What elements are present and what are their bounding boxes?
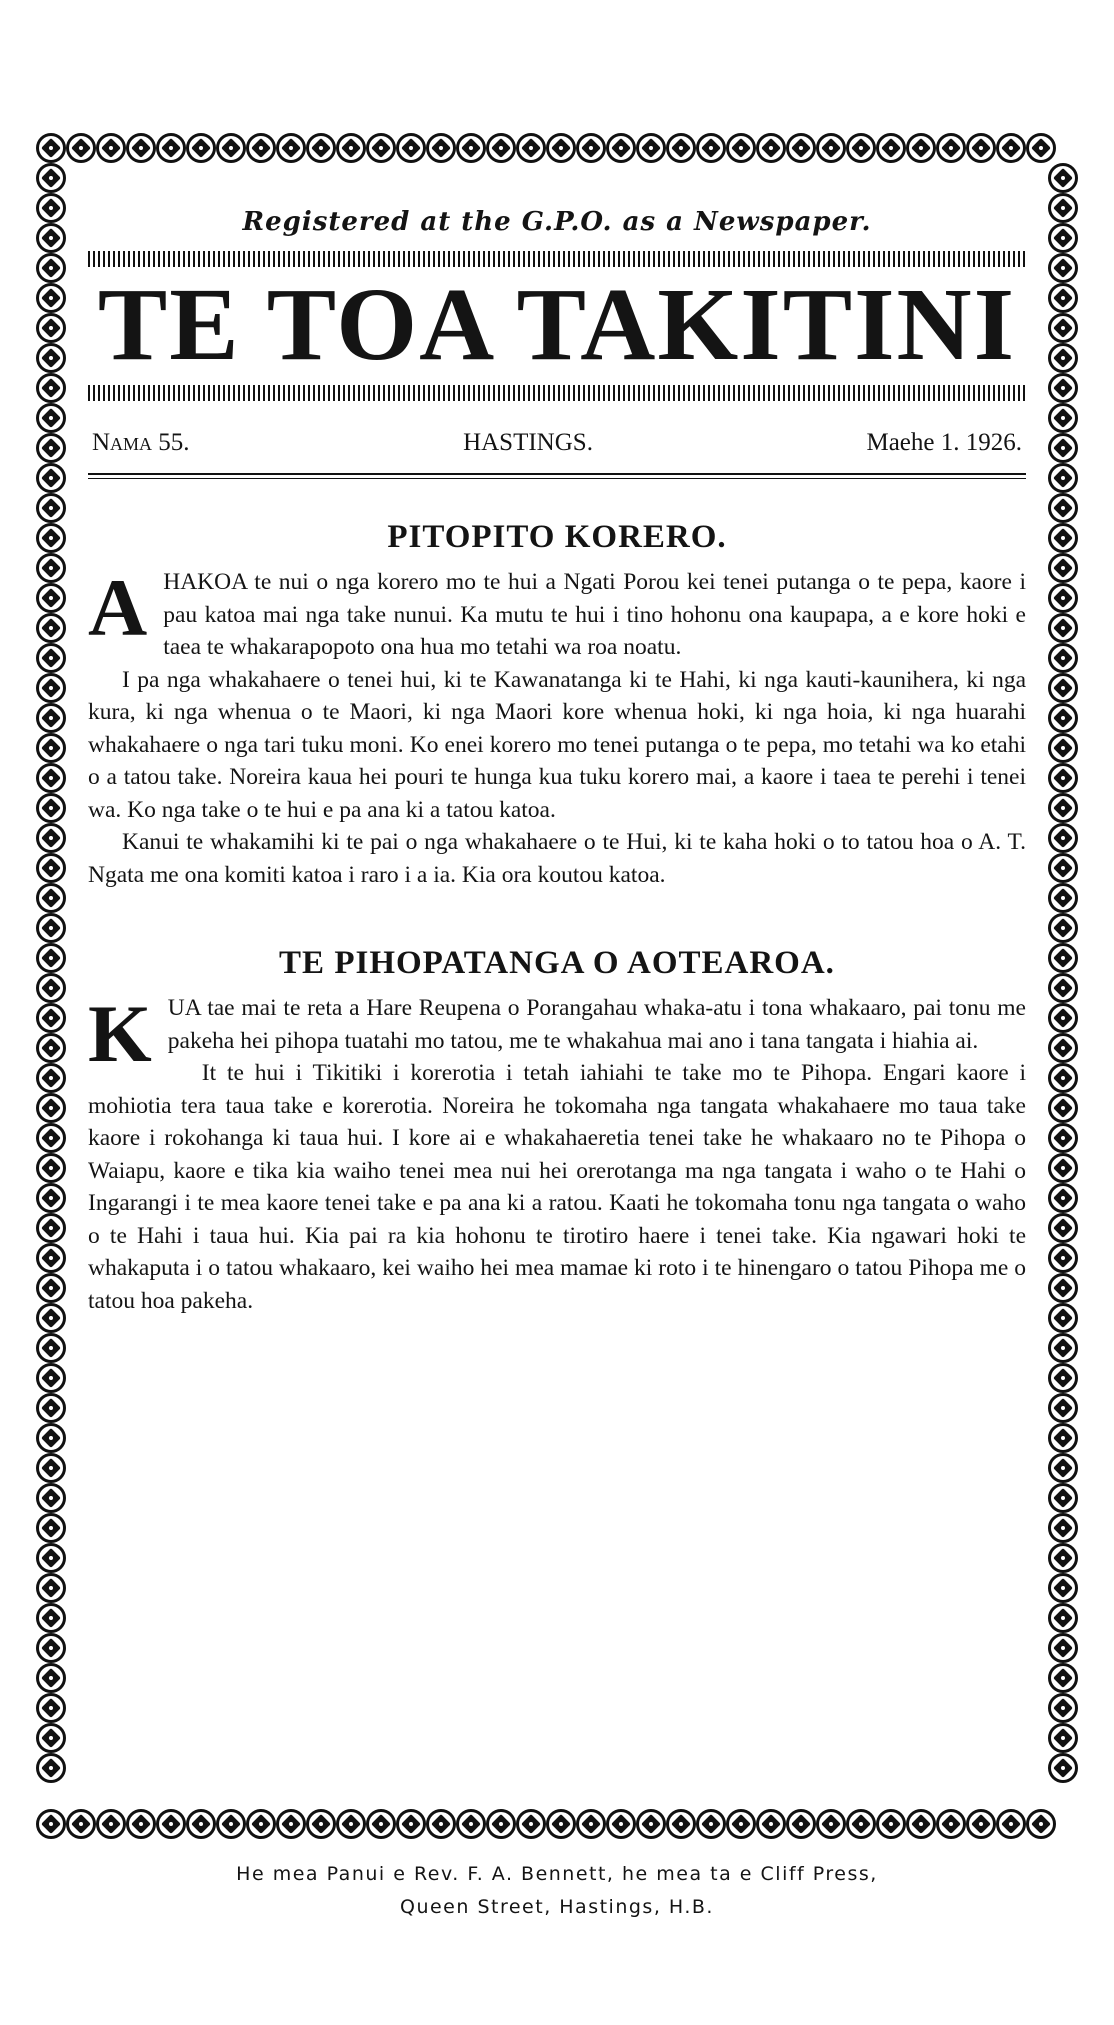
rosette-ornament-icon (1048, 1543, 1078, 1573)
article-paragraph: I pa nga whakahaere o tenei hui, ki te Kawanatanga ki te Hahi, ki nga kauti-kaunihera, ki nga kura, ki nga whenua o te Maori, ki nga Maori kore whenua hoki, ki nga hoia, ki nga huarahi whakahaere o nga tari tuku moni. Ko enei korero mo tenei putanga o te pepa, mo tetahi wa ko etahi o a tatou take. Noreira kaua hei pouri te hunga kua tuku korero mai, a kaore i taea te perehi i tenei wa. Ko nga take o te hui e pa ana ki a tatou katoa. (88, 666, 1026, 823)
rosette-ornament-icon (1048, 1273, 1078, 1303)
rosette-ornament-icon (426, 133, 456, 163)
rosette-ornament-icon (456, 1809, 486, 1839)
rosette-ornament-icon (486, 133, 516, 163)
rosette-ornament-icon (36, 1333, 66, 1363)
rosette-ornament-icon (36, 853, 66, 883)
rosette-ornament-icon (36, 253, 66, 283)
rosette-ornament-icon (36, 1153, 66, 1183)
rosette-ornament-icon (36, 163, 66, 193)
registration-notice: Registered at the G.P.O. as a Newspaper. (242, 207, 872, 237)
rosette-ornament-icon (1048, 913, 1078, 943)
rosette-ornament-icon (126, 1809, 156, 1839)
rosette-ornament-icon (36, 283, 66, 313)
rosette-ornament-icon (36, 1033, 66, 1063)
border-bottom (36, 1809, 1078, 1839)
rosette-ornament-icon (1048, 1753, 1078, 1783)
rosette-ornament-icon (36, 223, 66, 253)
rosette-ornament-icon (126, 133, 156, 163)
rosette-ornament-icon (96, 133, 126, 163)
rosette-ornament-icon (1048, 253, 1078, 283)
rosette-ornament-icon (1048, 493, 1078, 523)
rosette-ornament-icon (1048, 883, 1078, 913)
rosette-ornament-icon (1048, 1393, 1078, 1423)
rosette-ornament-icon (1048, 703, 1078, 733)
rosette-ornament-icon (1048, 523, 1078, 553)
rosette-ornament-icon (1048, 343, 1078, 373)
rosette-ornament-icon (1048, 1423, 1078, 1453)
rosette-ornament-icon (846, 133, 876, 163)
rosette-ornament-icon (36, 373, 66, 403)
rosette-ornament-icon (726, 133, 756, 163)
article-pitopito-korero (88, 519, 1026, 891)
rosette-ornament-icon (1026, 1809, 1056, 1839)
rosette-ornament-icon (36, 1693, 66, 1723)
rosette-ornament-icon (36, 463, 66, 493)
rosette-ornament-icon (1048, 763, 1078, 793)
rosette-ornament-icon (546, 1809, 576, 1839)
rosette-ornament-icon (1048, 583, 1078, 613)
rosette-ornament-icon (36, 433, 66, 463)
rosette-ornament-icon (576, 133, 606, 163)
rosette-ornament-icon (216, 1809, 246, 1839)
rosette-ornament-icon (36, 343, 66, 373)
rosette-ornament-icon (36, 403, 66, 433)
rosette-ornament-icon (756, 133, 786, 163)
rosette-ornament-icon (36, 1363, 66, 1393)
article-pihopatanga (88, 945, 1026, 1317)
rosette-ornament-icon (336, 1809, 366, 1839)
article-paragraph (88, 562, 1026, 664)
rosette-ornament-icon (876, 1809, 906, 1839)
rosette-ornament-icon (306, 1809, 336, 1839)
border-left (36, 163, 66, 1809)
rosette-ornament-icon (1048, 163, 1078, 193)
rosette-ornament-icon (1048, 1243, 1078, 1273)
page-content (88, 173, 1026, 1317)
rosette-ornament-icon (966, 1809, 996, 1839)
rosette-ornament-icon (636, 1809, 666, 1839)
rosette-ornament-icon (36, 583, 66, 613)
rosette-ornament-icon (1048, 373, 1078, 403)
rosette-ornament-icon (36, 1063, 66, 1093)
rosette-ornament-icon (1048, 793, 1078, 823)
rosette-ornament-icon (36, 313, 66, 343)
rosette-ornament-icon (96, 1809, 126, 1839)
rosette-ornament-icon (906, 133, 936, 163)
publication-place: HASTINGS. (463, 429, 593, 456)
rosette-ornament-icon (1048, 643, 1078, 673)
rosette-ornament-icon (1026, 133, 1056, 163)
rosette-ornament-icon (36, 1809, 66, 1839)
rosette-ornament-icon (1048, 1723, 1078, 1753)
double-rule (88, 473, 1026, 479)
rosette-ornament-icon (66, 133, 96, 163)
rosette-ornament-icon (516, 1809, 546, 1839)
rosette-ornament-icon (36, 553, 66, 583)
rosette-ornament-icon (1048, 1033, 1078, 1063)
rosette-ornament-icon (1048, 1123, 1078, 1153)
rosette-ornament-icon (1048, 1213, 1078, 1243)
decorative-rule-bottom (88, 385, 1026, 401)
ornamental-border (36, 133, 1078, 1839)
rosette-ornament-icon (36, 613, 66, 643)
rosette-ornament-icon (276, 1809, 306, 1839)
drop-cap: A (88, 562, 148, 653)
rosette-ornament-icon (486, 1809, 516, 1839)
rosette-ornament-icon (1048, 733, 1078, 763)
rosette-ornament-icon (36, 1633, 66, 1663)
rosette-ornament-icon (156, 133, 186, 163)
rosette-ornament-icon (36, 1423, 66, 1453)
rosette-ornament-icon (1048, 853, 1078, 883)
rosette-ornament-icon (1048, 463, 1078, 493)
rosette-ornament-icon (36, 1723, 66, 1753)
rosette-ornament-icon (36, 493, 66, 523)
rosette-ornament-icon (1048, 1693, 1078, 1723)
rosette-ornament-icon (36, 1543, 66, 1573)
article-paragraph: Kanui te whakamihi ki te pai o nga whakahaere o te Hui, ki te kaha hoki o to tatou hoa o A. T. Ngata me ona komiti katoa i raro i a ia. Kia ora koutou katoa. (88, 829, 1026, 888)
rosette-ornament-icon (66, 1809, 96, 1839)
issue-date: Maehe 1. 1926. (866, 429, 1022, 456)
rosette-ornament-icon (456, 133, 486, 163)
rosette-ornament-icon (1048, 1333, 1078, 1363)
rosette-ornament-icon (36, 1393, 66, 1423)
rosette-ornament-icon (396, 1809, 426, 1839)
issue-number: Nama 55. (92, 429, 190, 456)
rosette-ornament-icon (36, 1573, 66, 1603)
drop-cap: K (88, 988, 152, 1079)
rosette-ornament-icon (36, 913, 66, 943)
article-paragraph (88, 988, 1026, 1079)
rosette-ornament-icon (36, 1663, 66, 1693)
rosette-ornament-icon (246, 1809, 276, 1839)
rosette-ornament-icon (36, 133, 66, 163)
rosette-ornament-icon (306, 133, 336, 163)
rosette-ornament-icon (1048, 283, 1078, 313)
rosette-ornament-icon (726, 1809, 756, 1839)
rosette-ornament-icon (1048, 193, 1078, 223)
rosette-ornament-icon (786, 133, 816, 163)
rosette-ornament-icon (996, 1809, 1026, 1839)
rosette-ornament-icon (36, 1003, 66, 1033)
rosette-ornament-icon (36, 1483, 66, 1513)
rosette-ornament-icon (1048, 1573, 1078, 1603)
rosette-ornament-icon (1048, 313, 1078, 343)
rosette-ornament-icon (666, 1809, 696, 1839)
rosette-ornament-icon (1048, 1153, 1078, 1183)
rosette-ornament-icon (1048, 223, 1078, 253)
rosette-ornament-icon (36, 523, 66, 553)
rosette-ornament-icon (996, 133, 1026, 163)
rosette-ornament-icon (516, 133, 546, 163)
article-heading: TE PIHOPATANGA O AOTEAROA. (279, 945, 835, 981)
rosette-ornament-icon (1048, 1303, 1078, 1333)
rosette-ornament-icon (36, 193, 66, 223)
rosette-ornament-icon (816, 1809, 846, 1839)
rosette-ornament-icon (756, 1809, 786, 1839)
rosette-ornament-icon (1048, 553, 1078, 583)
rosette-ornament-icon (36, 1273, 66, 1303)
rosette-ornament-icon (396, 133, 426, 163)
rosette-ornament-icon (1048, 973, 1078, 1003)
rosette-ornament-icon (906, 1809, 936, 1839)
rosette-ornament-icon (276, 133, 306, 163)
masthead-title: TE TOA TAKITINI (97, 267, 1017, 382)
rosette-ornament-icon (1048, 1513, 1078, 1543)
rosette-ornament-icon (36, 1603, 66, 1633)
rosette-ornament-icon (36, 1183, 66, 1213)
rosette-ornament-icon (1048, 1633, 1078, 1663)
rosette-ornament-icon (606, 133, 636, 163)
rosette-ornament-icon (36, 643, 66, 673)
imprint-line-2: Queen Street, Hastings, H.B. (400, 1896, 714, 1918)
rosette-ornament-icon (36, 1753, 66, 1783)
rosette-ornament-icon (36, 943, 66, 973)
rosette-ornament-icon (1048, 1483, 1078, 1513)
rosette-ornament-icon (36, 1243, 66, 1273)
rosette-ornament-icon (1048, 403, 1078, 433)
article-heading: PITOPITO KORERO. (387, 519, 727, 555)
rosette-ornament-icon (366, 1809, 396, 1839)
rosette-ornament-icon (1048, 613, 1078, 643)
rosette-ornament-icon (1048, 673, 1078, 703)
border-top (36, 133, 1078, 163)
rosette-ornament-icon (216, 133, 246, 163)
printer-imprint (0, 1858, 1114, 1924)
paragraph-text: UA tae mai te reta a Hare Reupena o Porangahau whaka-atu i tona whakaaro, pai tonu me pakeha hei pihopa tuatahi mo tatou, me te whakahua mai ano i tana tangata i hiahia ai. (167, 995, 1026, 1054)
rosette-ornament-icon (426, 1809, 456, 1839)
rosette-ornament-icon (36, 1453, 66, 1483)
rosette-ornament-icon (576, 1809, 606, 1839)
rosette-ornament-icon (1048, 1063, 1078, 1093)
rosette-ornament-icon (366, 133, 396, 163)
rosette-ornament-icon (1048, 1663, 1078, 1693)
rosette-ornament-icon (1048, 943, 1078, 973)
rosette-ornament-icon (36, 763, 66, 793)
rosette-ornament-icon (36, 823, 66, 853)
rosette-ornament-icon (936, 133, 966, 163)
imprint-line-1: He mea Panui e Rev. F. A. Bennett, he mea ta e Cliff Press, (236, 1863, 878, 1885)
rosette-ornament-icon (666, 133, 696, 163)
rosette-ornament-icon (696, 133, 726, 163)
rosette-ornament-icon (36, 1303, 66, 1333)
rosette-ornament-icon (816, 133, 846, 163)
rosette-ornament-icon (1048, 823, 1078, 853)
rosette-ornament-icon (1048, 1183, 1078, 1213)
rosette-ornament-icon (36, 733, 66, 763)
rosette-ornament-icon (1048, 1093, 1078, 1123)
rosette-ornament-icon (846, 1809, 876, 1839)
rosette-ornament-icon (1048, 1603, 1078, 1633)
rosette-ornament-icon (876, 133, 906, 163)
rosette-ornament-icon (36, 1093, 66, 1123)
rosette-ornament-icon (1048, 1003, 1078, 1033)
rosette-ornament-icon (36, 673, 66, 703)
rosette-ornament-icon (966, 133, 996, 163)
rosette-ornament-icon (606, 1809, 636, 1839)
issue-info-line (88, 429, 1026, 457)
rosette-ornament-icon (36, 703, 66, 733)
rosette-ornament-icon (786, 1809, 816, 1839)
rosette-ornament-icon (696, 1809, 726, 1839)
rosette-ornament-icon (1048, 1363, 1078, 1393)
rosette-ornament-icon (36, 793, 66, 823)
rosette-ornament-icon (246, 133, 276, 163)
decorative-rule-top (88, 251, 1026, 267)
rosette-ornament-icon (186, 1809, 216, 1839)
rosette-ornament-icon (156, 1809, 186, 1839)
rosette-ornament-icon (1048, 1453, 1078, 1483)
rosette-ornament-icon (636, 133, 666, 163)
rosette-ornament-icon (186, 133, 216, 163)
rosette-ornament-icon (1048, 433, 1078, 463)
rosette-ornament-icon (936, 1809, 966, 1839)
article-paragraph: It te hui i Tikitiki i korerotia i tetah iahiahi te take mo te Pihopa. Engari kaore i mohiotia tera taua take e korerotia. Noreira he tokomaha nga tangata whakahaere mo taua take kaore i rokohanga ki taua hui. I kore ai e whakahaeretia tenei take he whakaaro no te Pihopa o Waiapu, kaore e tika kia waiho tenei mea nui hei orerotanga ma nga tangata i waho o te Hahi o Ingarangi i te mea kaore tenei take e pa ana ki a ratou. Kaati he tokomaha tonu nga tangata o waho o te Hahi i taua hui. Kia pai ra kia hohonu te tirotiro haere i tenei take. Kia ngawari hoki te whakaputa i o tatou whakaaro, kei waiho hei mea mamae ki roto i te hinengaro o tatou Pihopa me o tatou hoa pakeha. (88, 1060, 1026, 1314)
rosette-ornament-icon (36, 1513, 66, 1543)
rosette-ornament-icon (36, 1213, 66, 1243)
rosette-ornament-icon (336, 133, 366, 163)
rosette-ornament-icon (36, 1123, 66, 1153)
rosette-ornament-icon (36, 973, 66, 1003)
rosette-ornament-icon (36, 883, 66, 913)
border-right (1048, 163, 1078, 1809)
paragraph-text: HAKOA te nui o nga korero mo te hui a Ngati Porou kei tenei putanga o te pepa, kaore i pau katoa mai nga take nunui. Ka mutu te hui i tino hohonu ona kaupapa, a e kore hoki e taea te whakarapopoto ona hua mo tetahi wa roa noatu. (163, 569, 1026, 660)
rosette-ornament-icon (546, 133, 576, 163)
